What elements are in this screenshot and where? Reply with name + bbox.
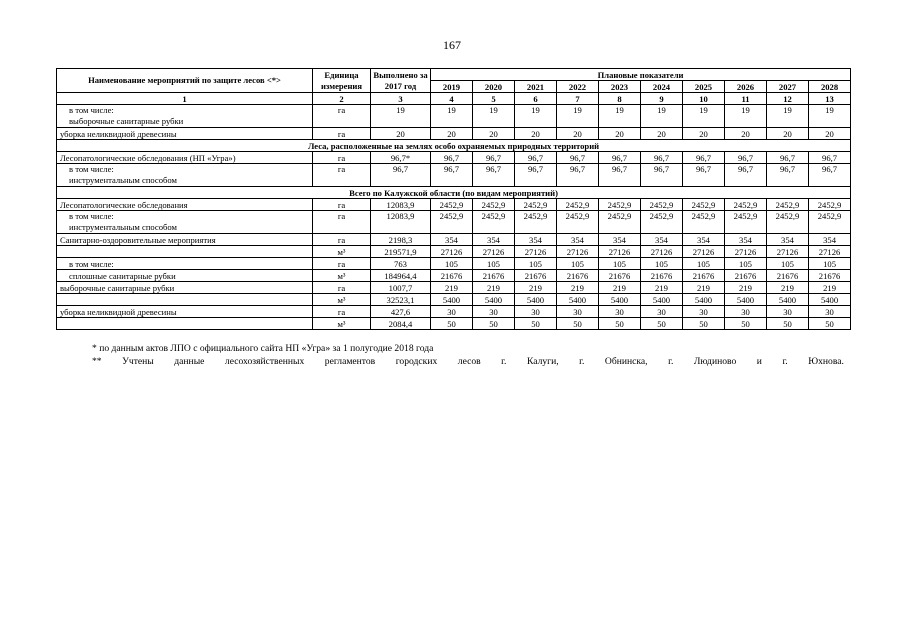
row-plan-2023: 96,7 [599,164,641,187]
row-done-2017: 96,7 [371,164,431,187]
row-name-line: Лесопатологические обследования [60,199,188,210]
row-plan-2023: 19 [599,105,641,128]
row-plan-2023: 27126 [599,246,641,258]
row-plan-2021: 96,7 [515,152,557,164]
footnote-2-word: г. [579,356,585,367]
header-year-2023: 2023 [599,81,641,93]
header-year-2025: 2025 [683,81,725,93]
row-plan-2028: 21676 [809,270,851,282]
row-name [57,105,313,128]
row-name [57,294,313,306]
row-unit: га [313,282,371,294]
row-unit: м³ [313,294,371,306]
row-plan-2028: 50 [809,318,851,330]
row-plan-2027: 105 [767,258,809,270]
header-year-2026: 2026 [725,81,767,93]
table-row [57,105,851,128]
row-done-2017: 32523,1 [371,294,431,306]
row-unit: га [313,234,371,246]
row-unit: м³ [313,270,371,282]
header-year-2021: 2021 [515,81,557,93]
row-plan-2023: 21676 [599,270,641,282]
header-year-2024: 2024 [641,81,683,93]
row-plan-2020: 354 [473,234,515,246]
row-name-line: выборочные санитарные рубки [69,116,184,126]
column-number: 2 [313,93,371,105]
row-plan-2020: 105 [473,258,515,270]
footnote-2-word: Калуги, [526,356,559,367]
row-plan-2022: 21676 [557,270,599,282]
row-done-2017: 19 [371,105,431,128]
row-plan-2022: 96,7 [557,152,599,164]
footnote-2-word: лесов [457,356,481,367]
row-plan-2023: 219 [599,282,641,294]
footnote-2-word: регламентов [324,356,376,367]
row-plan-2022: 5400 [557,294,599,306]
row-plan-2028: 105 [809,258,851,270]
row-name-line: инструментальным способом [69,222,177,232]
row-name [57,199,313,211]
table-row [57,270,851,282]
column-number: 7 [557,93,599,105]
row-plan-2025: 21676 [683,270,725,282]
row-plan-2019: 2452,9 [431,199,473,211]
row-plan-2019: 27126 [431,246,473,258]
row-plan-2025: 20 [683,128,725,140]
row-name [57,128,313,140]
row-plan-2028: 2452,9 [809,211,851,234]
header-planned: Плановые показатели [431,69,851,81]
row-plan-2024: 5400 [641,294,683,306]
row-plan-2019: 20 [431,128,473,140]
row-plan-2026: 105 [725,258,767,270]
forest-protection-table [56,68,851,330]
row-done-2017: 219571,9 [371,246,431,258]
row-plan-2024: 219 [641,282,683,294]
row-plan-2020: 219 [473,282,515,294]
footnotes [92,342,844,368]
row-plan-2023: 5400 [599,294,641,306]
column-number: 13 [809,93,851,105]
row-plan-2024: 354 [641,234,683,246]
row-plan-2020: 19 [473,105,515,128]
footnote-2-word: лесохозяйственных [224,356,305,367]
row-plan-2024: 96,7 [641,152,683,164]
row-name-line: выборочные санитарные рубки [60,282,175,293]
table-row [57,318,851,330]
row-plan-2022: 19 [557,105,599,128]
row-plan-2019: 219 [431,282,473,294]
section-title: Леса, расположенные на землях особо охраняемых природных территорий [57,140,851,152]
section-row [57,140,851,152]
row-done-2017: 2198,3 [371,234,431,246]
row-plan-2019: 96,7 [431,164,473,187]
row-name [57,282,313,294]
row-plan-2021: 105 [515,258,557,270]
header-year-2022: 2022 [557,81,599,93]
footnote-2-word: и [756,356,762,367]
header-unit: Единица измерения [313,69,371,93]
row-plan-2023: 2452,9 [599,211,641,234]
row-plan-2022: 20 [557,128,599,140]
row-plan-2027: 96,7 [767,152,809,164]
row-plan-2024: 27126 [641,246,683,258]
row-plan-2025: 2452,9 [683,199,725,211]
row-name-line: уборка неликвидной древесины [60,128,177,139]
header-row-top [57,69,851,81]
row-unit: га [313,306,371,318]
row-plan-2025: 96,7 [683,152,725,164]
table-row [57,282,851,294]
table-body [57,69,851,330]
row-plan-2022: 219 [557,282,599,294]
row-name-line: в том числе: [69,258,114,269]
table-row [57,152,851,164]
row-plan-2019: 50 [431,318,473,330]
row-plan-2021: 2452,9 [515,199,557,211]
row-plan-2024: 19 [641,105,683,128]
column-number: 12 [767,93,809,105]
row-plan-2028: 20 [809,128,851,140]
page-number: 167 [443,38,461,52]
row-plan-2021: 50 [515,318,557,330]
row-plan-2020: 2452,9 [473,211,515,234]
table-row [57,294,851,306]
row-plan-2026: 2452,9 [725,211,767,234]
row-plan-2023: 105 [599,258,641,270]
row-plan-2027: 219 [767,282,809,294]
column-number: 10 [683,93,725,105]
row-plan-2028: 5400 [809,294,851,306]
row-done-2017: 96,7* [371,152,431,164]
row-name [57,270,313,282]
row-plan-2024: 21676 [641,270,683,282]
row-done-2017: 20 [371,128,431,140]
row-unit: га [313,258,371,270]
row-plan-2026: 27126 [725,246,767,258]
table-row [57,258,851,270]
row-plan-2024: 50 [641,318,683,330]
row-plan-2025: 2452,9 [683,211,725,234]
footnote-2-word: Людиново [693,356,737,367]
footnote-2-word: г. [782,356,788,367]
header-done: Выполнено за 2017 год [371,69,431,93]
row-plan-2022: 30 [557,306,599,318]
table-row [57,211,851,234]
row-plan-2025: 5400 [683,294,725,306]
row-plan-2025: 30 [683,306,725,318]
row-plan-2019: 105 [431,258,473,270]
footnote-2-word: Юхнова. [808,356,844,367]
row-plan-2027: 20 [767,128,809,140]
column-number: 8 [599,93,641,105]
row-unit: м³ [313,246,371,258]
column-number: 9 [641,93,683,105]
row-name-line: в том числе: [69,164,114,174]
row-name-line: уборка неликвидной древесины [60,306,177,317]
row-plan-2023: 2452,9 [599,199,641,211]
row-plan-2025: 50 [683,318,725,330]
row-plan-2021: 354 [515,234,557,246]
row-name-line: инструментальным способом [69,175,177,185]
row-plan-2022: 50 [557,318,599,330]
row-plan-2024: 96,7 [641,164,683,187]
table-row [57,234,851,246]
row-plan-2026: 19 [725,105,767,128]
row-plan-2028: 354 [809,234,851,246]
row-done-2017: 12083,9 [371,199,431,211]
row-unit: га [313,105,371,128]
section-title: Всего по Калужской области (по видам мероприятий) [57,187,851,199]
row-plan-2023: 354 [599,234,641,246]
row-done-2017: 427,6 [371,306,431,318]
footnote-2-word: данные [174,356,205,367]
column-number: 11 [725,93,767,105]
row-name [57,246,313,258]
row-unit: га [313,164,371,187]
row-plan-2019: 5400 [431,294,473,306]
row-name [57,318,313,330]
header-year-2020: 2020 [473,81,515,93]
row-plan-2025: 354 [683,234,725,246]
section-row [57,187,851,199]
row-plan-2021: 20 [515,128,557,140]
row-plan-2028: 27126 [809,246,851,258]
row-name-line: сплошные санитарные рубки [69,270,176,281]
row-name [57,152,313,164]
row-plan-2027: 5400 [767,294,809,306]
row-plan-2021: 19 [515,105,557,128]
column-number: 6 [515,93,557,105]
row-name [57,234,313,246]
row-plan-2026: 20 [725,128,767,140]
row-plan-2021: 27126 [515,246,557,258]
table-row [57,128,851,140]
row-done-2017: 763 [371,258,431,270]
row-plan-2028: 219 [809,282,851,294]
column-number: 1 [57,93,313,105]
row-plan-2022: 105 [557,258,599,270]
row-unit: м³ [313,318,371,330]
footnote-2-word: Обнинска, [604,356,648,367]
row-name [57,211,313,234]
row-unit: га [313,199,371,211]
column-number: 5 [473,93,515,105]
row-plan-2021: 5400 [515,294,557,306]
table-row [57,199,851,211]
row-plan-2019: 19 [431,105,473,128]
row-plan-2026: 219 [725,282,767,294]
row-unit: га [313,211,371,234]
row-plan-2028: 96,7 [809,152,851,164]
row-plan-2026: 50 [725,318,767,330]
table-row [57,246,851,258]
header-year-2028: 2028 [809,81,851,93]
row-name [57,258,313,270]
row-plan-2025: 96,7 [683,164,725,187]
row-plan-2027: 30 [767,306,809,318]
row-plan-2027: 354 [767,234,809,246]
header-name: Наименование мероприятий по защите лесов <*> [57,69,313,93]
row-plan-2025: 219 [683,282,725,294]
header-year-2019: 2019 [431,81,473,93]
row-plan-2020: 50 [473,318,515,330]
row-plan-2019: 2452,9 [431,211,473,234]
row-plan-2026: 2452,9 [725,199,767,211]
row-plan-2028: 19 [809,105,851,128]
row-plan-2021: 21676 [515,270,557,282]
row-plan-2027: 2452,9 [767,199,809,211]
column-number: 4 [431,93,473,105]
row-name-line: в том числе: [69,211,114,221]
table-row [57,164,851,187]
row-plan-2024: 20 [641,128,683,140]
footnote-2-word: г. [501,356,507,367]
row-plan-2027: 50 [767,318,809,330]
row-plan-2019: 96,7 [431,152,473,164]
row-plan-2023: 50 [599,318,641,330]
row-plan-2026: 96,7 [725,164,767,187]
row-plan-2026: 30 [725,306,767,318]
header-year-2027: 2027 [767,81,809,93]
row-plan-2027: 27126 [767,246,809,258]
row-done-2017: 184964,4 [371,270,431,282]
row-plan-2028: 2452,9 [809,199,851,211]
row-plan-2020: 27126 [473,246,515,258]
row-name-line: в том числе: [69,105,114,115]
row-plan-2021: 30 [515,306,557,318]
table-row [57,306,851,318]
row-plan-2019: 30 [431,306,473,318]
row-plan-2022: 27126 [557,246,599,258]
row-plan-2025: 105 [683,258,725,270]
row-plan-2023: 30 [599,306,641,318]
row-plan-2026: 354 [725,234,767,246]
row-plan-2024: 30 [641,306,683,318]
footnote-2-word: Учтены [122,356,154,367]
row-plan-2025: 19 [683,105,725,128]
row-plan-2019: 21676 [431,270,473,282]
row-plan-2020: 20 [473,128,515,140]
row-unit: га [313,128,371,140]
row-plan-2021: 2452,9 [515,211,557,234]
row-name [57,164,313,187]
row-plan-2020: 30 [473,306,515,318]
header-numbers-row [57,93,851,105]
footnote-2-word: ** [92,356,102,367]
row-plan-2020: 2452,9 [473,199,515,211]
row-name-line: Лесопатологические обследования (НП «Угра») [60,152,236,163]
row-plan-2028: 96,7 [809,164,851,187]
row-done-2017: 2084,4 [371,318,431,330]
row-plan-2020: 21676 [473,270,515,282]
row-plan-2019: 354 [431,234,473,246]
row-plan-2027: 96,7 [767,164,809,187]
row-plan-2026: 96,7 [725,152,767,164]
row-unit: га [313,152,371,164]
row-plan-2026: 21676 [725,270,767,282]
row-plan-2021: 219 [515,282,557,294]
row-plan-2024: 2452,9 [641,199,683,211]
footnote-2-word: городских [395,356,438,367]
row-plan-2024: 2452,9 [641,211,683,234]
row-done-2017: 12083,9 [371,211,431,234]
row-plan-2022: 2452,9 [557,211,599,234]
row-plan-2020: 96,7 [473,164,515,187]
row-done-2017: 1007,7 [371,282,431,294]
row-plan-2024: 105 [641,258,683,270]
row-plan-2023: 20 [599,128,641,140]
row-plan-2026: 5400 [725,294,767,306]
footnote-2-word: г. [668,356,674,367]
row-plan-2020: 96,7 [473,152,515,164]
row-name-line: Санитарно-оздоровительные мероприятия [60,234,216,245]
row-name [57,306,313,318]
row-plan-2027: 19 [767,105,809,128]
row-plan-2027: 2452,9 [767,211,809,234]
row-plan-2028: 30 [809,306,851,318]
row-plan-2022: 354 [557,234,599,246]
column-number: 3 [371,93,431,105]
footnote-1: * по данным актов ЛПО с официального сайта НП «Угра» за 1 полугодие 2018 года [92,343,434,354]
row-plan-2020: 5400 [473,294,515,306]
row-plan-2021: 96,7 [515,164,557,187]
row-plan-2023: 96,7 [599,152,641,164]
footnote-2 [92,355,844,368]
row-plan-2027: 21676 [767,270,809,282]
row-plan-2022: 2452,9 [557,199,599,211]
row-plan-2022: 96,7 [557,164,599,187]
row-plan-2025: 27126 [683,246,725,258]
